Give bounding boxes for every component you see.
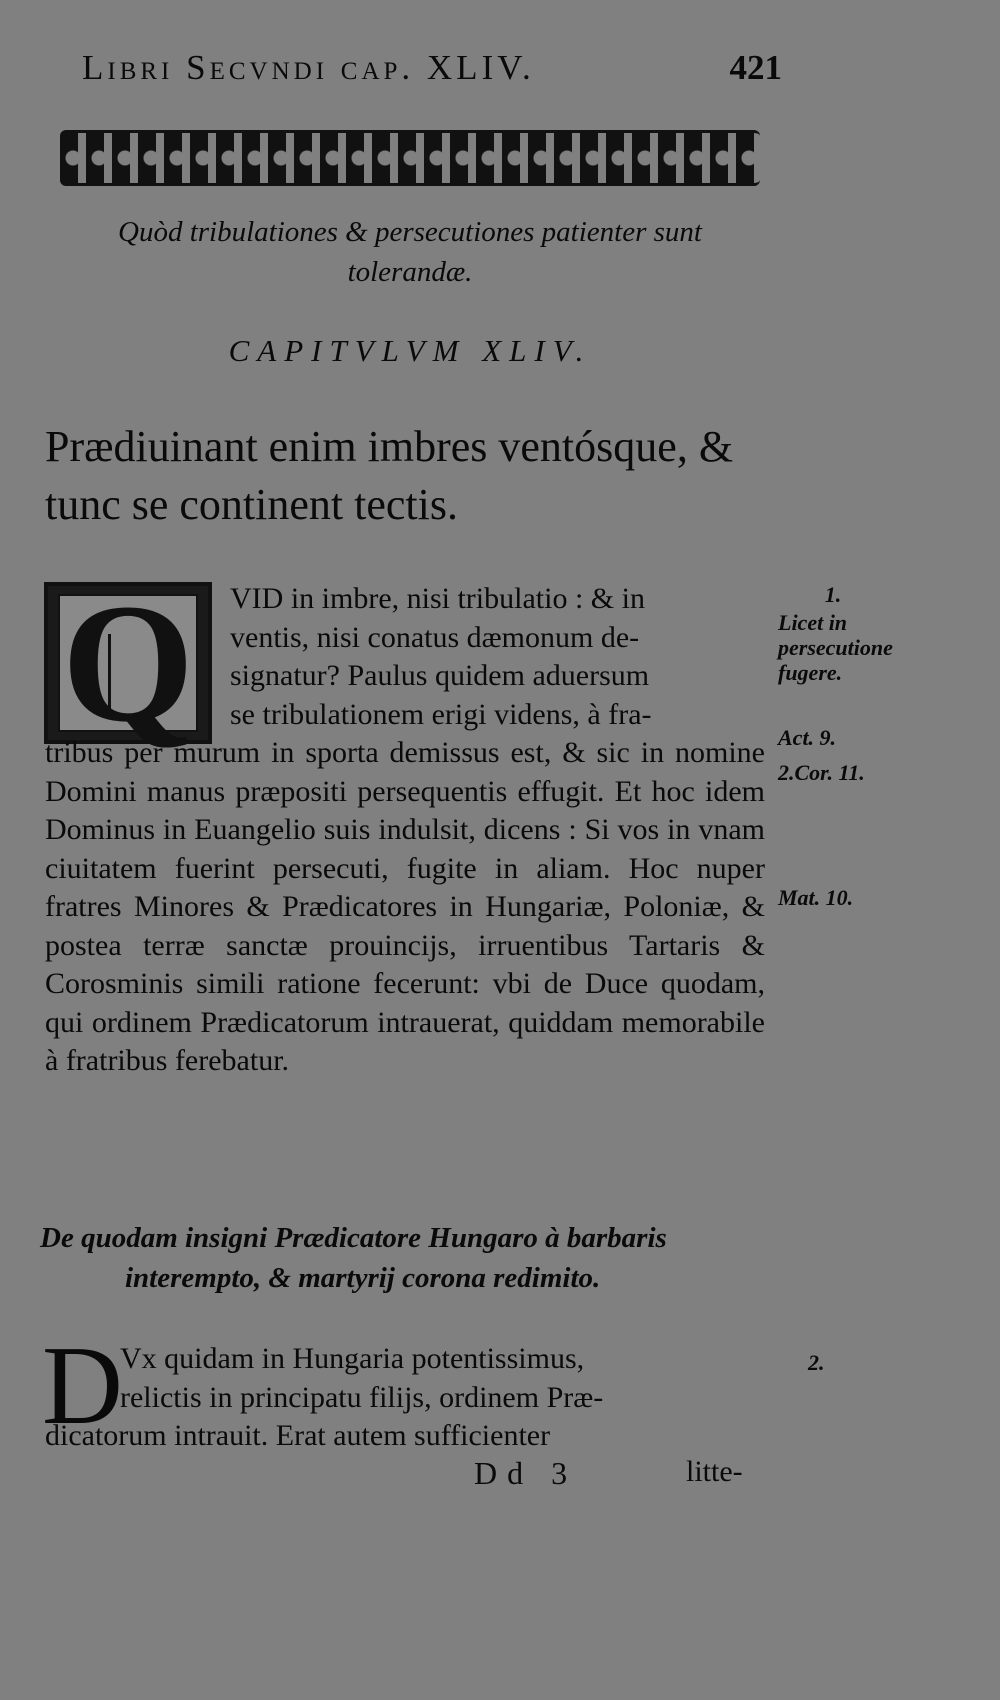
lead-line-4: se tribulationem erigi videns, à fra- — [230, 697, 652, 731]
margin-note-number-1: 1. — [824, 582, 842, 607]
chapter-subtitle: Quòd tribulationes & persecutiones patienter sunt tolerandæ. — [118, 216, 702, 288]
signature-mark: Dd 3 — [474, 1455, 578, 1491]
lead-line-3: signatur? Paulus quidem aduersum — [230, 659, 650, 692]
paragraph-2 — [45, 1340, 765, 1456]
paragraph-1-body: tribus per murum in sporta demissus est, & sic in nomine Domini manus præpositi persequentis effugit. Et hoc idem Dominus in Euangelio suis indulsit, dicens : Si vos in vnam ciuitatem fuerint persecuti, fugite in aliam. Hoc nuper fratres Minores & Prædicatores in Hungariæ, Poloniæ, & postea terræ sanctæ prouincijs, irruentibus Tartaris & Corosminis simili ratione fecerunt: vbi de Duce quodam, qui ordinem Prædicatorum intrauerat, quiddam memorabile à fratribus ferebatur. — [45, 736, 765, 1077]
paragraph-2-line-3: dicatorum intrauit. Erat autem sufficienter — [45, 1419, 551, 1452]
margin-note-1: Licet in persecutione fugere. — [778, 610, 893, 685]
initial-letter: Q — [61, 569, 195, 757]
chapter-heading: CAPITVLVM XLIV. — [228, 333, 592, 368]
paragraph-2-line-1: Vx quidam in Hungaria potentissimus, — [120, 1342, 585, 1375]
ornamental-band — [60, 130, 760, 186]
lead-line-1: VID in imbre, nisi tribulatio : & in — [230, 582, 645, 615]
scripture-verse: Prædiuinant enim imbres ventósque, & tunc se continent tectis. — [45, 422, 734, 529]
lead-line-2: ventis, nisi conatus dæmonum de- — [230, 620, 640, 654]
catchword: litte- — [686, 1455, 743, 1488]
margin-note-mat: Mat. 10. — [778, 885, 854, 910]
section-title — [40, 1218, 770, 1298]
margin-note-cor: 2.Cor. 11. — [778, 760, 865, 785]
section-title-line-1: De quodam insigni Prædicatore Hungaro à barbaris — [40, 1222, 667, 1254]
drop-cap: D — [42, 1324, 123, 1448]
running-head — [82, 48, 782, 98]
margin-note-number-2: 2. — [808, 1350, 825, 1375]
running-head-title: Libri Secvndi cap. XLIV. — [82, 48, 535, 87]
margin-note-act: Act. 9. — [778, 725, 837, 750]
paragraph-1 — [45, 569, 765, 1081]
page-number: 421 — [729, 48, 782, 87]
paragraph-2-line-2: relictis in principatu filijs, ordinem Præ- — [120, 1380, 604, 1414]
section-title-line-2: interempto, & martyrij corona redimito. — [125, 1262, 601, 1294]
